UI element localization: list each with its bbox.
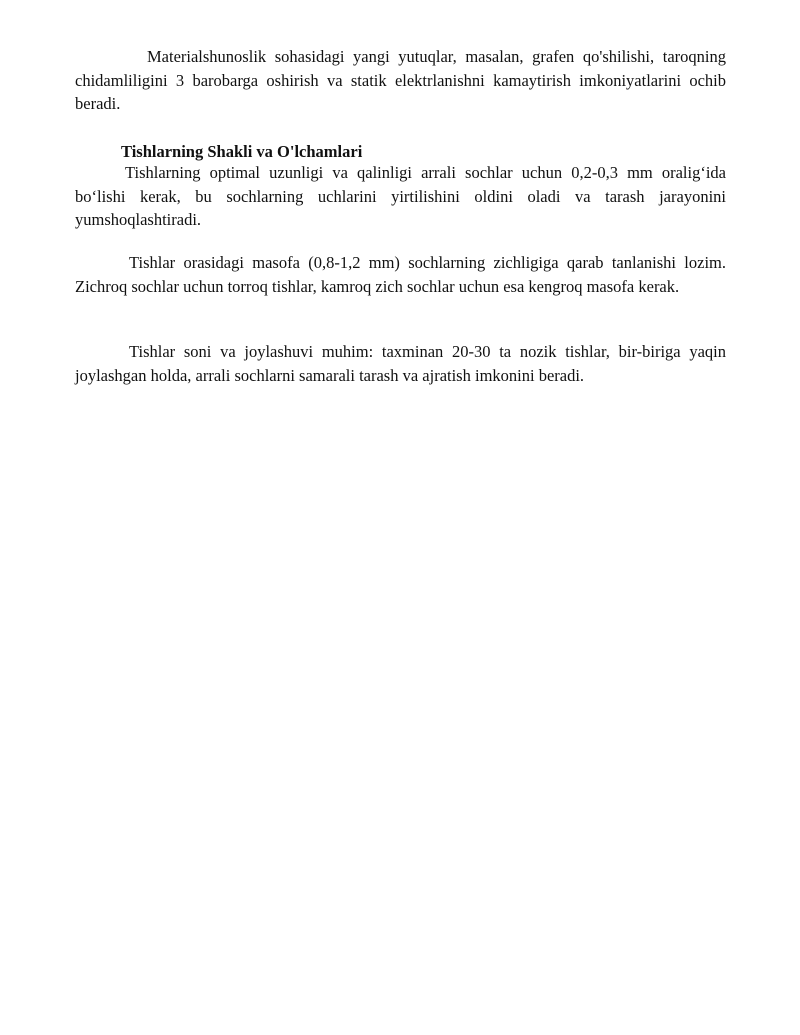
paragraph-teeth-length: Tishlarning optimal uzunligi va qalinligi arrali sochlar uchun 0,2-0,3 mm oralig‘ida bo‘lishi kerak, bu sochlarning uchlarini yirtilishini oldini oladi va tarash jarayonini yumshoqlashtiradi. <box>75 163 726 229</box>
paragraph-teeth-spacing: Tishlar orasidagi masofa (0,8-1,2 mm) sochlarning zichligiga qarab tanlanishi lozim. Zichroq sochlar uchun torroq tishlar, kamroq zich sochlar uchun esa kengroq masofa kerak. <box>75 253 726 296</box>
paragraph-materials-science: Materialshunoslik sohasidagi yangi yutuqlar, masalan, grafen qo'shilishi, taroqning chidamliligini 3 barobarga oshirish va statik elektrlanishni kamaytirish imkoniyatlarini ochib beradi. <box>75 47 726 113</box>
paragraph-teeth-count: Tishlar soni va joylashuvi muhim: taxminan 20-30 ta nozik tishlar, bir-biriga yaqin joylashgan holda, arrali sochlarni samarali tarash va ajratish imkonini beradi. <box>75 342 726 385</box>
section-heading: Tishlarning Shakli va O'lchamlari <box>121 142 363 161</box>
document-page <box>75 0 726 1035</box>
